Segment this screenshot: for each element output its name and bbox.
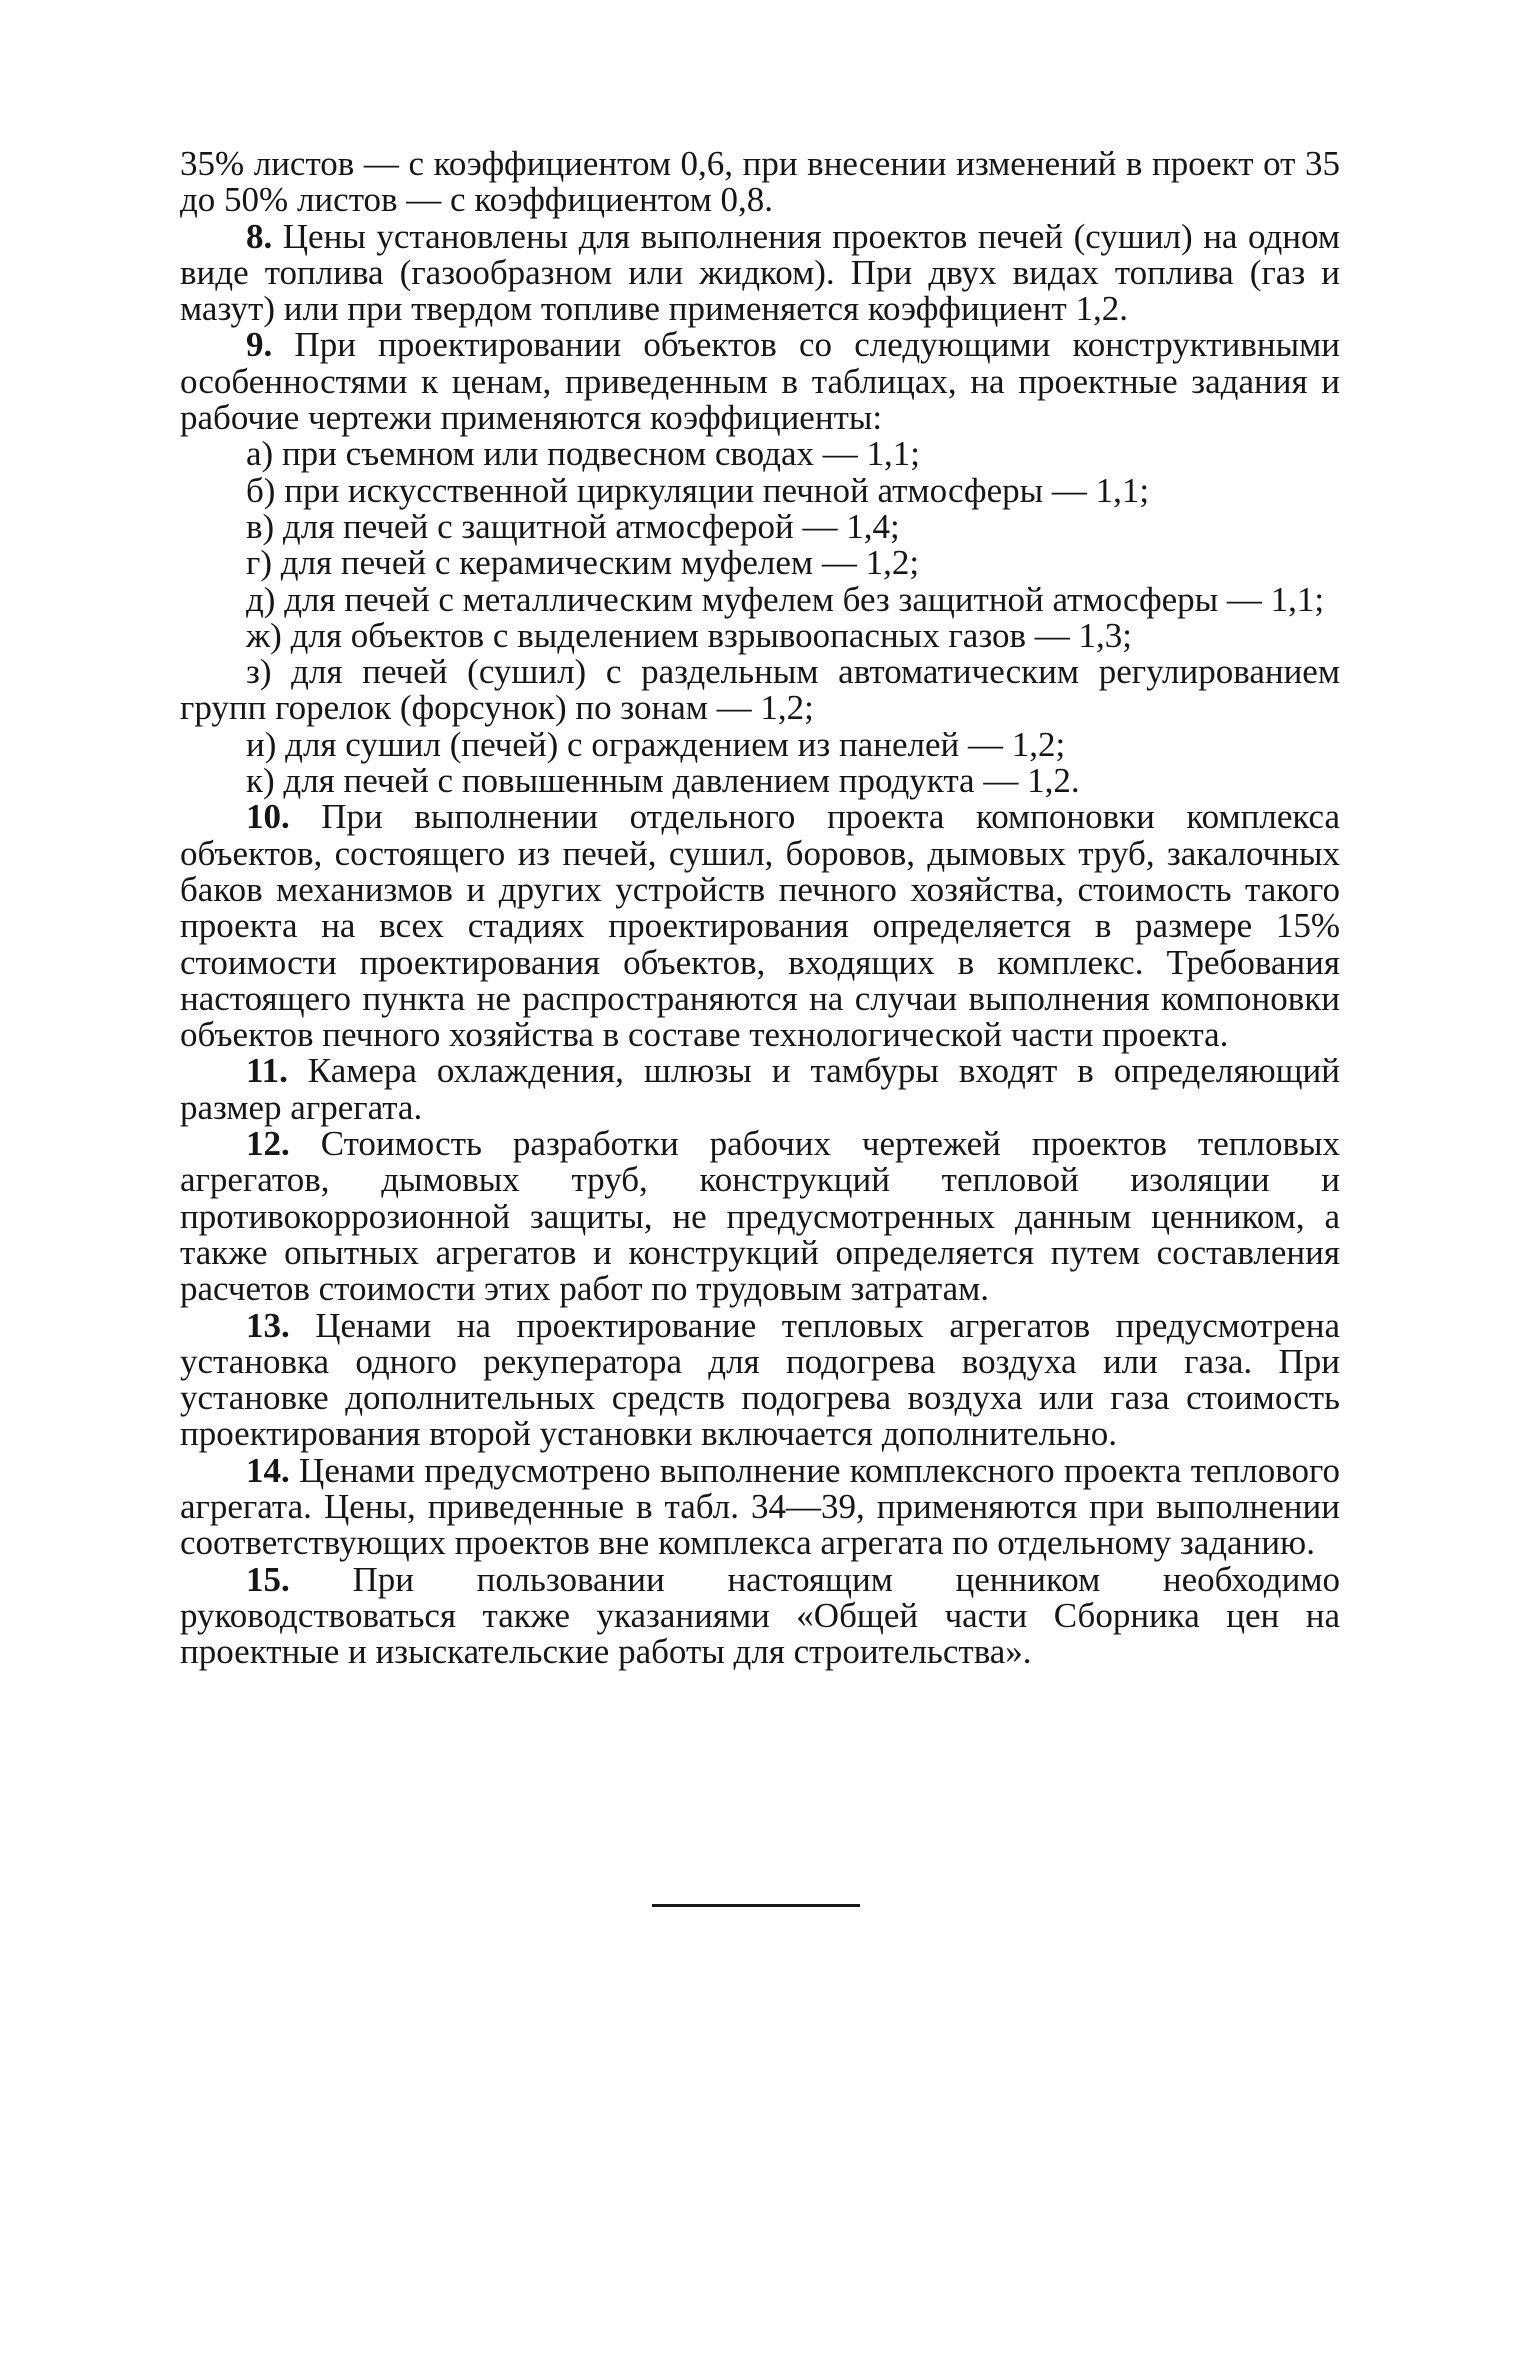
paragraph-text: Стоимость разработки рабочих чертежей проектов тепловых агрегатов, дымовых труб, конструкций тепловой изоляции и противокоррозионной защиты, не предусмотренных данным ценником, а также опытных агрегатов и конструкций определяется путем составления расчетов стоимости этих работ по трудовым затратам. — [180, 1124, 1340, 1309]
list-item-text: ж) для объектов с выделением взрывоопасных газов — 1,3; — [246, 615, 1132, 655]
item-number: 9. — [246, 325, 273, 365]
item-number: 15. — [246, 1559, 290, 1599]
list-item-d — [180, 579, 1340, 619]
item-number: 8. — [246, 216, 273, 256]
paragraph-text: При пользовании настоящим ценником необходимо руководствоваться также указаниями «Общей части Сборника цен на проектные и изыскательские работы для строительства». — [180, 1559, 1340, 1672]
paragraph-text: Ценами на проектирование тепловых агрегатов предусмотрена установка одного рекуператора для подогрева воздуха или газа. При установке дополнительных средств подогрева воздуха или газа стоимость проектирования второй установки включается дополнительно. — [180, 1305, 1340, 1454]
list-item-text: и) для сушил (печей) с ограждением из панелей — 1,2; — [246, 724, 1066, 764]
list-item-text: а) при съемном или подвесном сводах — 1,1; — [246, 434, 920, 474]
paragraph-text: Цены установлены для выполнения проектов печей (сушил) на одном виде топлива (газообразном или жидком). При двух видах топлива (газ и мазут) или при твердом топливе применяется коэффициент 1,2. — [180, 216, 1340, 329]
list-item-i — [180, 724, 1340, 764]
list-item-text: б) при искусственной циркуляции печной атмосферы — 1,1; — [246, 470, 1150, 510]
paragraph-text: Ценами предусмотрено выполнение комплексного проекта теплового агрегата. Цены, приведенные в табл. 34—39, применяются при выполнении соответствующих проектов вне комплекса агрегата по отдельному заданию. — [180, 1450, 1340, 1563]
item-number: 13. — [246, 1305, 290, 1345]
paragraph-text: При выполнении отдельного проекта компоновки комплекса объектов, состоящего из печей, сушил, боровов, дымовых труб, закалочных баков механизмов и других устройств печного хозяйства, стоимость такого проекта на всех стадиях проектирования определяется в размере 15% стоимости проектирования объектов, входящих в комплекс. Требования настоящего пункта не распространяются на случаи выполнения компоновки объектов печного хозяйства в составе технологической части проекта. — [180, 797, 1340, 1055]
paragraph-11 — [180, 1053, 1340, 1126]
paragraph-8 — [180, 216, 1340, 329]
list-item-a — [180, 436, 1340, 472]
item-number: 11. — [246, 1051, 288, 1091]
list-item-k — [180, 763, 1340, 799]
paragraph-continuation — [180, 146, 1340, 219]
paragraph-12 — [180, 1126, 1340, 1307]
paragraph-text: Камера охлаждения, шлюзы и тамбуры входят в определяющий размер агрегата. — [180, 1051, 1340, 1127]
end-divider-rule — [652, 1904, 860, 1907]
item-number: 12. — [246, 1124, 290, 1164]
paragraph-10 — [180, 799, 1340, 1053]
paragraph-text: 35% листов — с коэффициентом 0,6, при внесении изменений в проект от 35 до 50% листов — с коэффициентом 0,8. — [180, 144, 1340, 220]
item-number: 14. — [246, 1450, 290, 1490]
list-item-text: з) для печей (сушил) с раздельным автоматическим регулированием групп горелок (форсунок) по зонам — 1,2; — [180, 652, 1340, 728]
list-item-text: д) для печей с металлическим муфелем без защитной атмосферы — 1,1; — [246, 579, 1325, 619]
item-number: 10. — [246, 797, 290, 837]
list-item-zh — [180, 615, 1340, 655]
paragraph-13 — [180, 1305, 1340, 1454]
list-item-b — [180, 470, 1340, 510]
list-item-text: к) для печей с повышенным давлением продукта — 1,2. — [246, 761, 1080, 801]
list-item-text: г) для печей с керамическим муфелем — 1,2; — [246, 543, 920, 583]
paragraph-15 — [180, 1559, 1340, 1672]
list-item-g — [180, 545, 1340, 581]
list-item-text: в) для печей с защитной атмосферой — 1,4; — [246, 506, 900, 546]
document-body — [180, 146, 1340, 1670]
list-item-z — [180, 654, 1340, 727]
paragraph-text: При проектировании объектов со следующими конструктивными особенностями к ценам, приведенным в таблицах, на проектные задания и рабочие чертежи применяются коэффициенты: — [180, 325, 1340, 438]
paragraph-9 — [180, 327, 1340, 436]
paragraph-14 — [180, 1450, 1340, 1563]
list-item-v — [180, 506, 1340, 546]
